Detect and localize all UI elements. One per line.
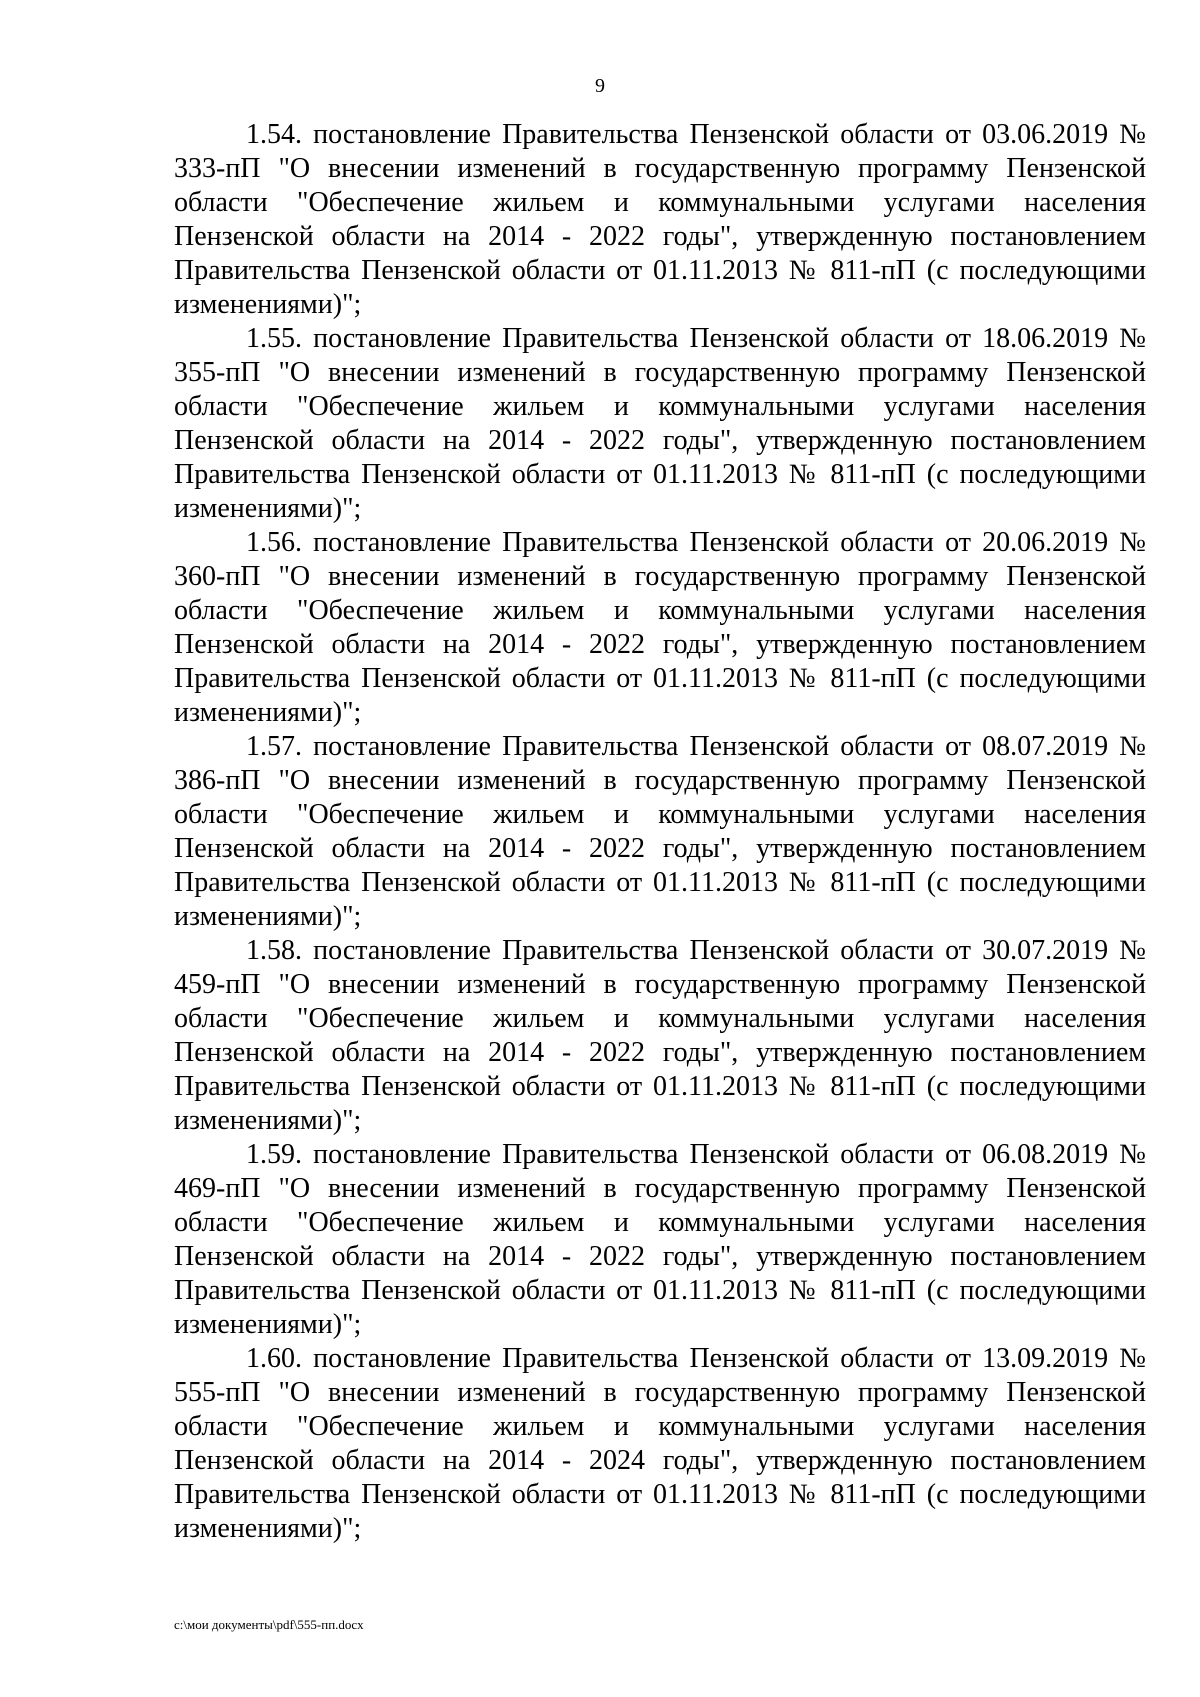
list-item-1-55: 1.55. постановление Правительства Пензенской области от 18.06.2019 № 355-пП "О внесении изменений в государственную программу Пензенской области "Обеспечение жильем и коммунальными услугами населения Пензенской области на 2014 - 2022 годы", утвержденную постановлением Правительства Пензенской области от 01.11.2013 № 811-пП (с последующими изменениями)"; [174, 323, 1146, 524]
page-number: 9 [595, 75, 605, 97]
list-item-1-60: 1.60. постановление Правительства Пензенской области от 13.09.2019 № 555-пП "О внесении изменений в государственную программу Пензенской области "Обеспечение жильем и коммунальными услугами населения Пензенской области на 2014 - 2024 годы", утвержденную постановлением Правительства Пензенской области от 01.11.2013 № 811-пП (с последующими изменениями)"; [174, 1343, 1146, 1544]
list-item-1-58: 1.58. постановление Правительства Пензенской области от 30.07.2019 № 459-пП "О внесении изменений в государственную программу Пензенской области "Обеспечение жильем и коммунальными услугами населения Пензенской области на 2014 - 2022 годы", утвержденную постановлением Правительства Пензенской области от 01.11.2013 № 811-пП (с последующими изменениями)"; [174, 935, 1146, 1136]
list-item-1-54: 1.54. постановление Правительства Пензенской области от 03.06.2019 № 333-пП "О внесении изменений в государственную программу Пензенской области "Обеспечение жильем и коммунальными услугами населения Пензенской области на 2014 - 2022 годы", утвержденную постановлением Правительства Пензенской области от 01.11.2013 № 811-пП (с последующими изменениями)"; [174, 119, 1146, 320]
list-item-1-57: 1.57. постановление Правительства Пензенской области от 08.07.2019 № 386-пП "О внесении изменений в государственную программу Пензенской области "Обеспечение жильем и коммунальными услугами населения Пензенской области на 2014 - 2022 годы", утвержденную постановлением Правительства Пензенской области от 01.11.2013 № 811-пП (с последующими изменениями)"; [174, 731, 1146, 932]
footer-file-path: c:\мои документы\pdf\555-пп.docx [174, 1617, 364, 1632]
list-item-1-59: 1.59. постановление Правительства Пензенской области от 06.08.2019 № 469-пП "О внесении изменений в государственную программу Пензенской области "Обеспечение жильем и коммунальными услугами населения Пензенской области на 2014 - 2022 годы", утвержденную постановлением Правительства Пензенской области от 01.11.2013 № 811-пП (с последующими изменениями)"; [174, 1139, 1146, 1340]
list-item-1-56: 1.56. постановление Правительства Пензенской области от 20.06.2019 № 360-пП "О внесении изменений в государственную программу Пензенской области "Обеспечение жильем и коммунальными услугами населения Пензенской области на 2014 - 2022 годы", утвержденную постановлением Правительства Пензенской области от 01.11.2013 № 811-пП (с последующими изменениями)"; [174, 527, 1146, 728]
document-body [174, 118, 1146, 1546]
